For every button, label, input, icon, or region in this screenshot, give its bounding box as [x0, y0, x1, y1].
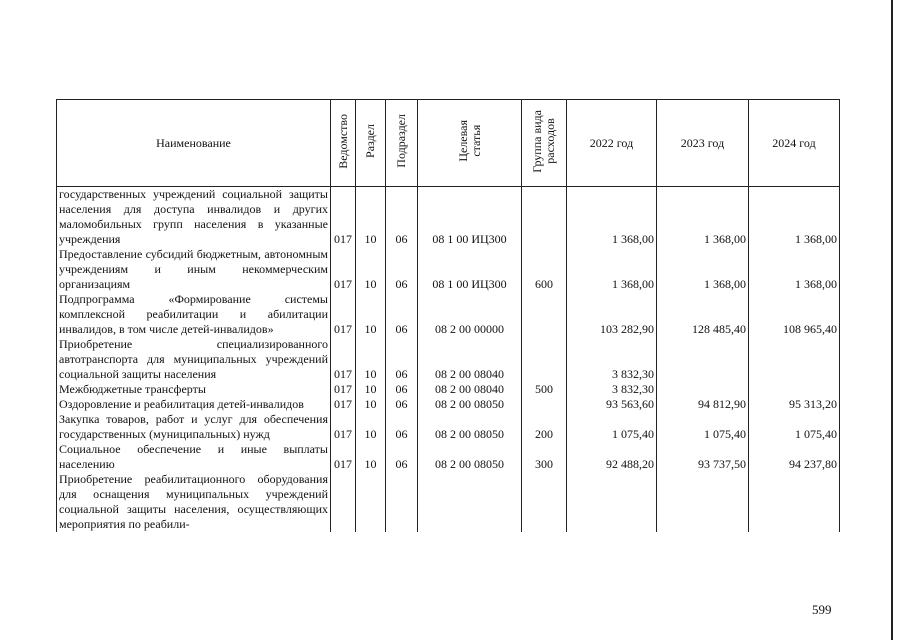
row-section: 10	[356, 412, 386, 442]
row-expense: 500	[522, 382, 567, 397]
table-row	[57, 397, 840, 412]
row-2023	[657, 337, 749, 382]
row-section: 10	[356, 187, 386, 248]
row-2022	[567, 472, 657, 532]
row-expense	[522, 472, 567, 532]
row-2024: 94 237,80	[749, 442, 840, 472]
row-section: 10	[356, 247, 386, 292]
row-target: 08 2 00 08040	[418, 382, 522, 397]
row-2023: 1 075,40	[657, 412, 749, 442]
row-expense	[522, 187, 567, 248]
row-section: 10	[356, 337, 386, 382]
row-expense	[522, 337, 567, 382]
row-target: 08 1 00 ИЦ300	[418, 187, 522, 248]
row-subsection: 06	[386, 337, 418, 382]
row-2024	[749, 382, 840, 397]
row-target	[418, 472, 522, 532]
row-2022: 93 563,60	[567, 397, 657, 412]
row-2024: 108 965,40	[749, 292, 840, 337]
header-section: Раздел	[356, 100, 386, 187]
row-2022: 103 282,90	[567, 292, 657, 337]
row-target: 08 1 00 ИЦ300	[418, 247, 522, 292]
row-2023: 1 368,00	[657, 247, 749, 292]
row-dept: 017	[331, 397, 356, 412]
row-target: 08 2 00 08040	[418, 337, 522, 382]
table-row	[57, 442, 840, 472]
row-section: 10	[356, 442, 386, 472]
table-row	[57, 187, 840, 248]
row-2022: 1 368,00	[567, 247, 657, 292]
row-2022: 1 368,00	[567, 187, 657, 248]
row-2024	[749, 472, 840, 532]
header-name: Наименование	[57, 100, 331, 187]
row-2022: 3 832,30	[567, 337, 657, 382]
header-target-article: Целевая статья	[418, 100, 522, 187]
row-expense: 600	[522, 247, 567, 292]
row-2023: 94 812,90	[657, 397, 749, 412]
row-2023: 93 737,50	[657, 442, 749, 472]
row-2023	[657, 382, 749, 397]
row-2022: 1 075,40	[567, 412, 657, 442]
row-target: 08 2 00 08050	[418, 412, 522, 442]
row-section: 10	[356, 292, 386, 337]
row-2024: 95 313,20	[749, 397, 840, 412]
row-expense: 300	[522, 442, 567, 472]
row-section: 10	[356, 397, 386, 412]
row-target: 08 2 00 08050	[418, 397, 522, 412]
page-edge-line	[891, 0, 893, 640]
table-row	[57, 337, 840, 382]
row-name: Социальное обеспечение и иные выплаты населению	[57, 442, 331, 472]
row-section: 10	[356, 382, 386, 397]
row-expense	[522, 292, 567, 337]
table-row	[57, 472, 840, 532]
row-dept: 017	[331, 247, 356, 292]
row-subsection	[386, 472, 418, 532]
row-subsection: 06	[386, 397, 418, 412]
table-row	[57, 247, 840, 292]
row-target: 08 2 00 00000	[418, 292, 522, 337]
row-name: Закупка товаров, работ и услуг для обеспечения государственных (муниципальных) нужд	[57, 412, 331, 442]
row-dept: 017	[331, 412, 356, 442]
row-name: государственных учреждений социальной защиты населения для доступа инвалидов и других маломобильных групп населения в указанные учреждения	[57, 187, 331, 248]
row-2023: 1 368,00	[657, 187, 749, 248]
row-expense	[522, 397, 567, 412]
table-row	[57, 292, 840, 337]
row-subsection: 06	[386, 292, 418, 337]
budget-table	[56, 99, 840, 532]
row-name: Подпрограмма «Формирование системы комплексной реабилитации и абилитации инвалидов, в том числе детей-инвалидов»	[57, 292, 331, 337]
row-name: Предоставление субсидий бюджетным, автономным учреждениям и иным некоммерческим организациям	[57, 247, 331, 292]
header-subsection: Подраздел	[386, 100, 418, 187]
row-dept: 017	[331, 187, 356, 248]
row-dept	[331, 472, 356, 532]
row-2023	[657, 472, 749, 532]
row-subsection: 06	[386, 187, 418, 248]
row-2022: 92 488,20	[567, 442, 657, 472]
header-expense-group: Группа вида расходов	[522, 100, 567, 187]
row-subsection: 06	[386, 412, 418, 442]
row-2024: 1 075,40	[749, 412, 840, 442]
row-name: Межбюджетные трансферты	[57, 382, 331, 397]
row-name: Оздоровление и реабилитация детей-инвалидов	[57, 397, 331, 412]
row-expense: 200	[522, 412, 567, 442]
header-2023: 2023 год	[657, 100, 749, 187]
header-dept: Ведомство	[331, 100, 356, 187]
row-dept: 017	[331, 442, 356, 472]
row-name: Приобретение реабилитационного оборудования для оснащения муниципальных учреждений социальной защиты населения, осуществляющих мероприятия по реабили-	[57, 472, 331, 532]
row-section	[356, 472, 386, 532]
row-2024: 1 368,00	[749, 187, 840, 248]
page-number: 599	[812, 602, 832, 617]
row-2022: 3 832,30	[567, 382, 657, 397]
row-2024	[749, 337, 840, 382]
table-header-row	[57, 100, 840, 187]
header-2024: 2024 год	[749, 100, 840, 187]
row-2024: 1 368,00	[749, 247, 840, 292]
row-target: 08 2 00 08050	[418, 442, 522, 472]
table-row	[57, 412, 840, 442]
row-subsection: 06	[386, 442, 418, 472]
table-row	[57, 382, 840, 397]
row-subsection: 06	[386, 247, 418, 292]
row-dept: 017	[331, 382, 356, 397]
row-subsection: 06	[386, 382, 418, 397]
row-name: Приобретение специализированного автотранспорта для муниципальных учреждений социальной защиты населения	[57, 337, 331, 382]
row-dept: 017	[331, 292, 356, 337]
header-2022: 2022 год	[567, 100, 657, 187]
row-dept: 017	[331, 337, 356, 382]
row-2023: 128 485,40	[657, 292, 749, 337]
